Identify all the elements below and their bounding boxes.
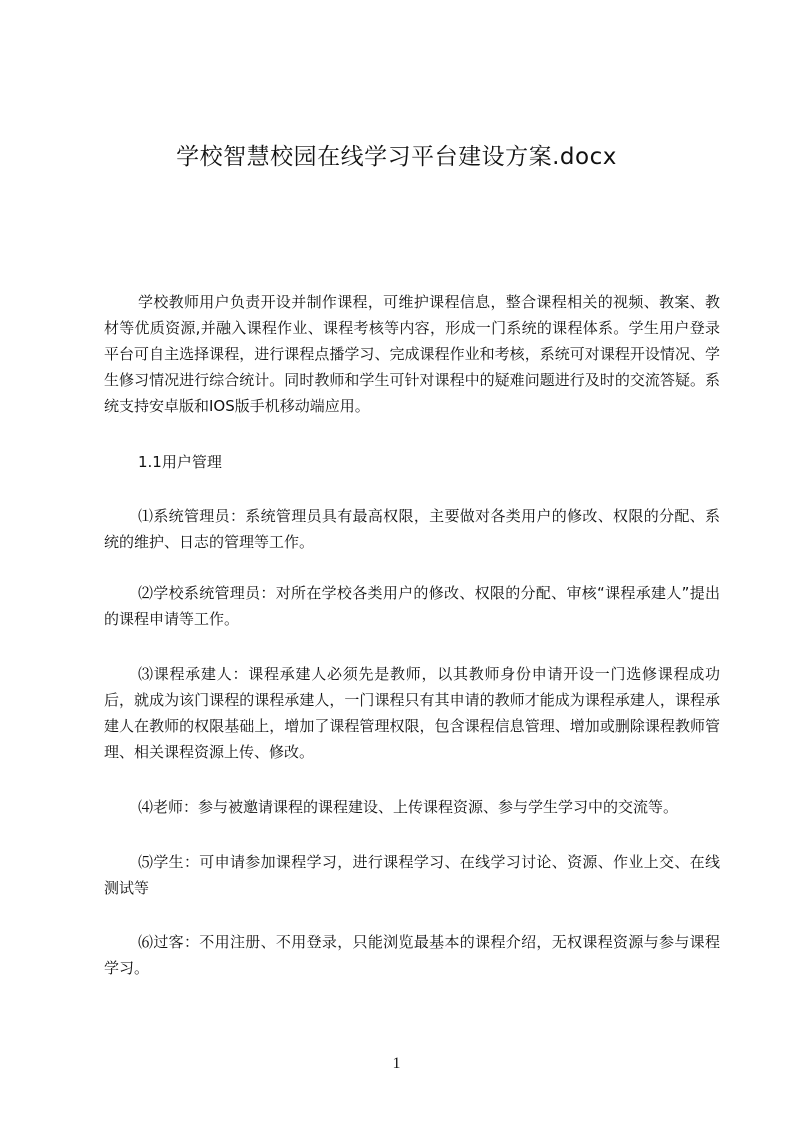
section-heading: 1.1用户管理 (138, 453, 222, 471)
list-item-teacher: ⑷老师：参与被邀请课程的课程建设、上传课程资源、参与学生学习中的交流等。 (138, 798, 679, 816)
document-title: 学校智慧校园在线学习平台建设方案.docx (176, 144, 617, 170)
list-item-student: ⑸学生：可申请参加课程学习，进行课程学习、在线学习讨论、资源、作业上交、在线测试等 (104, 853, 720, 897)
list-item-system-admin: ⑴系统管理员：系统管理员具有最高权限，主要做对各类用户的修改、权限的分配、系统的维护、日志的管理等工作。 (104, 507, 720, 551)
intro-paragraph: 学校教师用户负责开设并制作课程，可维护课程信息，整合课程相关的视频、教案、教材等优质资源,并融入课程作业、课程考核等内容，形成一门系统的课程体系。学生用户登录平台可自主选择课程，进行课程点播学习、完成课程作业和考核，系统可对课程开设情况、学生修习情况进行综合统计。同时教师和学生可针对课程中的疑难问题进行及时的交流答疑。系统支持安卓版和IOS版手机移动端应用。 (104, 293, 720, 415)
page-number: 1 (392, 1055, 401, 1072)
list-item-guest: ⑹过客：不用注册、不用登录，只能浏览最基本的课程介绍，无权课程资源与参与课程学习。 (104, 933, 720, 977)
list-item-course-builder: ⑶课程承建人：课程承建人必须先是教师，以其教师身份申请开设一门选修课程成功后，就成为该门课程的课程承建人，一门课程只有其申请的教师才能成为课程承建人，课程承建人在教师的权限基础上，增加了课程管理权限，包含课程信息管理、增加或删除课程教师管理、相关课程资源上传、修改。 (104, 665, 720, 761)
list-item-school-admin: ⑵学校系统管理员：对所在学校各类用户的修改、权限的分配、审核“课程承建人”提出的课程申请等工作。 (104, 584, 720, 628)
